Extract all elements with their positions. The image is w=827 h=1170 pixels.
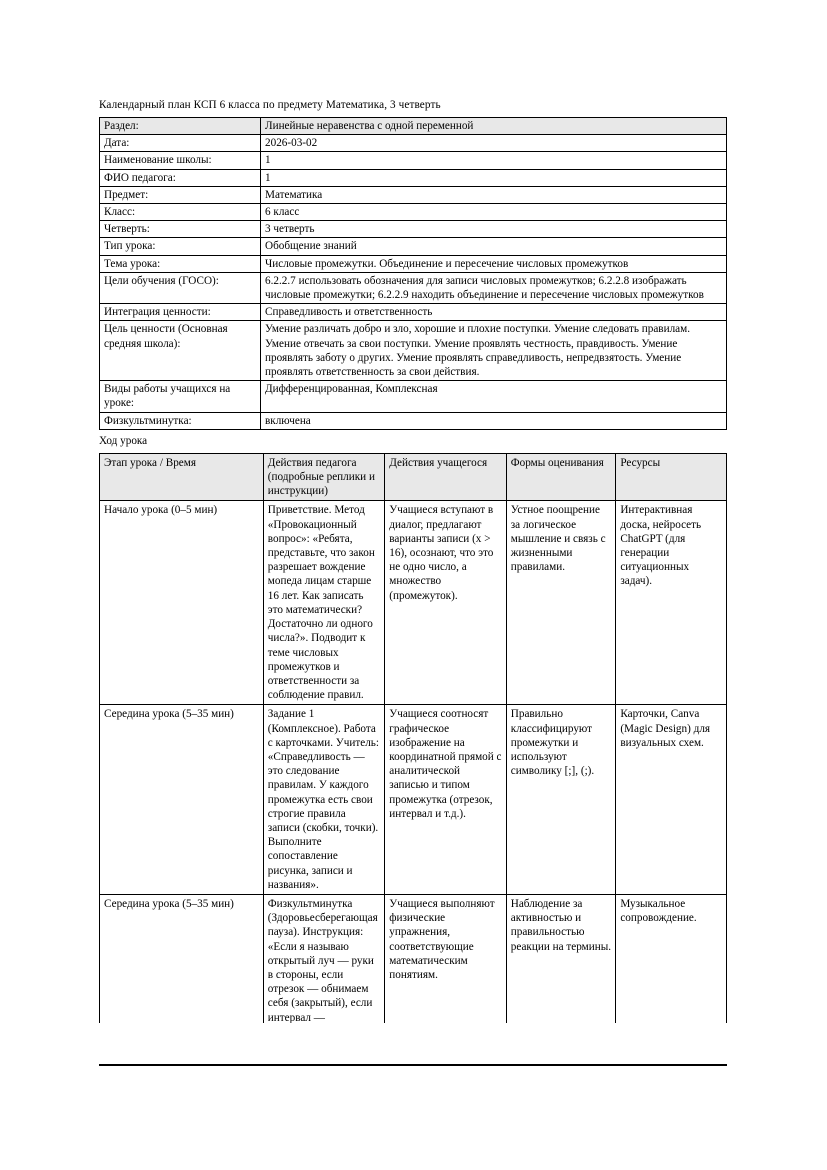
info-label: Раздел: (100, 118, 261, 135)
cell-stage: Середина урока (5–35 мин) (100, 705, 264, 895)
column-header-assessment: Формы оценивания (506, 453, 616, 501)
cell-assessment: Правильно классифицируют промежутки и используют символику [;], (;). (506, 705, 616, 895)
lesson-flow-table (99, 453, 727, 1023)
info-value: Линейные неравенства с одной переменной (261, 118, 727, 135)
column-header-student: Действия учащегося (385, 453, 506, 501)
info-value: 3 четверть (261, 221, 727, 238)
info-value: 1 (261, 152, 727, 169)
cell-student: Учащиеся соотносят графическое изображение на координатной прямой с аналитической записью и типом промежутка (отрезок, интервал и т.д.). (385, 705, 506, 895)
table-row (100, 221, 727, 238)
table-row (100, 272, 727, 303)
table-header-row (100, 453, 727, 501)
cell-teacher: Приветствие. Метод «Провокационный вопрос»: «Ребята, представьте, что закон разрешает вождение мопеда лицам старше 16 лет. Как записать это математически? Достаточно ли одного числа?». Подводит к теме числовых промежутков и ответственности за соблюдение правил. (263, 501, 384, 705)
cell-resources: Карточки, Canva (Magic Design) для визуальных схем. (616, 705, 727, 895)
info-label: Цели обучения (ГОСО): (100, 272, 261, 303)
table-row (100, 204, 727, 221)
table-row (100, 186, 727, 203)
table-row (100, 501, 727, 705)
info-value: Обобщение знаний (261, 238, 727, 255)
info-label: Интеграция ценности: (100, 304, 261, 321)
info-table-body (100, 118, 727, 430)
info-label: Тема урока: (100, 255, 261, 272)
info-value: Дифференцированная, Комплексная (261, 381, 727, 412)
cell-teacher: Задание 1 (Комплексное). Работа с карточками. Учитель: «Справедливость — это следование правилам. У каждого промежутка есть свои строгие правила записи (скобки, точки). Выполните сопоставление рисунка, записи и названия». (263, 705, 384, 895)
info-value: Числовые промежутки. Объединение и пересечение числовых промежутков (261, 255, 727, 272)
page-bottom-rule (99, 1064, 727, 1066)
info-value: Умение различать добро и зло, хорошие и плохие поступки. Умение следовать правилам. Умение отвечать за свои поступки. Умение проявлять честность, правдивость. Умение проявлять заботу о других. Умение проявлять справедливость, непредвзятость. Умение проявлять ответственность за свои действия. (261, 321, 727, 381)
info-value: Справедливость и ответственность (261, 304, 727, 321)
cell-resources: Интерактивная доска, нейросеть ChatGPT (для генерации ситуационных задач). (616, 501, 727, 705)
table-row (100, 381, 727, 412)
table-row (100, 412, 727, 429)
column-header-teacher: Действия педагога (подробные реплики и инструкции) (263, 453, 384, 501)
lesson-flow-table-viewport (99, 453, 727, 1023)
cell-stage: Середина урока (5–35 мин) (100, 894, 264, 1022)
column-header-stage: Этап урока / Время (100, 453, 264, 501)
info-label: Виды работы учащихся на уроке: (100, 381, 261, 412)
table-row (100, 152, 727, 169)
flow-table-head (100, 453, 727, 501)
column-header-resources: Ресурсы (616, 453, 727, 501)
table-row (100, 255, 727, 272)
info-label: Четверть: (100, 221, 261, 238)
cell-teacher: Физкультминутка (Здоровьесберегающая пауза). Инструкция: «Если я называю открытый луч — руки в стороны, если отрезок — обнимаем себя (закрытый), если интервал — (263, 894, 384, 1022)
cell-student: Учащиеся вступают в диалог, предлагают варианты записи (x > 16), осознают, что это не одно число, а множество (промежуток). (385, 501, 506, 705)
info-label: Физкультминутка: (100, 412, 261, 429)
info-value: 6.2.2.7 использовать обозначения для записи числовых промежутков; 6.2.2.8 изображать числовые промежутки; 6.2.2.9 находить объединение и пересечение числовых промежутков (261, 272, 727, 303)
info-label: Класс: (100, 204, 261, 221)
page-title: Календарный план КСП 6 класса по предмету Математика, 3 четверть (99, 99, 441, 111)
table-row (100, 135, 727, 152)
info-label: Наименование школы: (100, 152, 261, 169)
cell-assessment: Устное поощрение за логическое мышление и связь с жизненными правилами. (506, 501, 616, 705)
info-value: 6 класс (261, 204, 727, 221)
cell-assessment: Наблюдение за активностью и правильностью реакции на термины. (506, 894, 616, 1022)
info-value: Математика (261, 186, 727, 203)
table-row (100, 705, 727, 895)
table-row (100, 169, 727, 186)
table-row (100, 894, 727, 1022)
table-row (100, 118, 727, 135)
cell-resources: Музыкальное сопровождение. (616, 894, 727, 1022)
lesson-info-table (99, 117, 727, 430)
info-value: 2026-03-02 (261, 135, 727, 152)
table-row (100, 304, 727, 321)
info-label: ФИО педагога: (100, 169, 261, 186)
flow-table-body (100, 501, 727, 1023)
cell-stage: Начало урока (0–5 мин) (100, 501, 264, 705)
section-heading-lesson-flow: Ход урока (99, 434, 148, 447)
info-label: Дата: (100, 135, 261, 152)
info-label: Тип урока: (100, 238, 261, 255)
table-row (100, 321, 727, 381)
table-row (100, 238, 727, 255)
info-label: Предмет: (100, 186, 261, 203)
info-value: включена (261, 412, 727, 429)
cell-student: Учащиеся выполняют физические упражнения, соответствующие математическим понятиям. (385, 894, 506, 1022)
info-label: Цель ценности (Основная средняя школа): (100, 321, 261, 381)
info-value: 1 (261, 169, 727, 186)
